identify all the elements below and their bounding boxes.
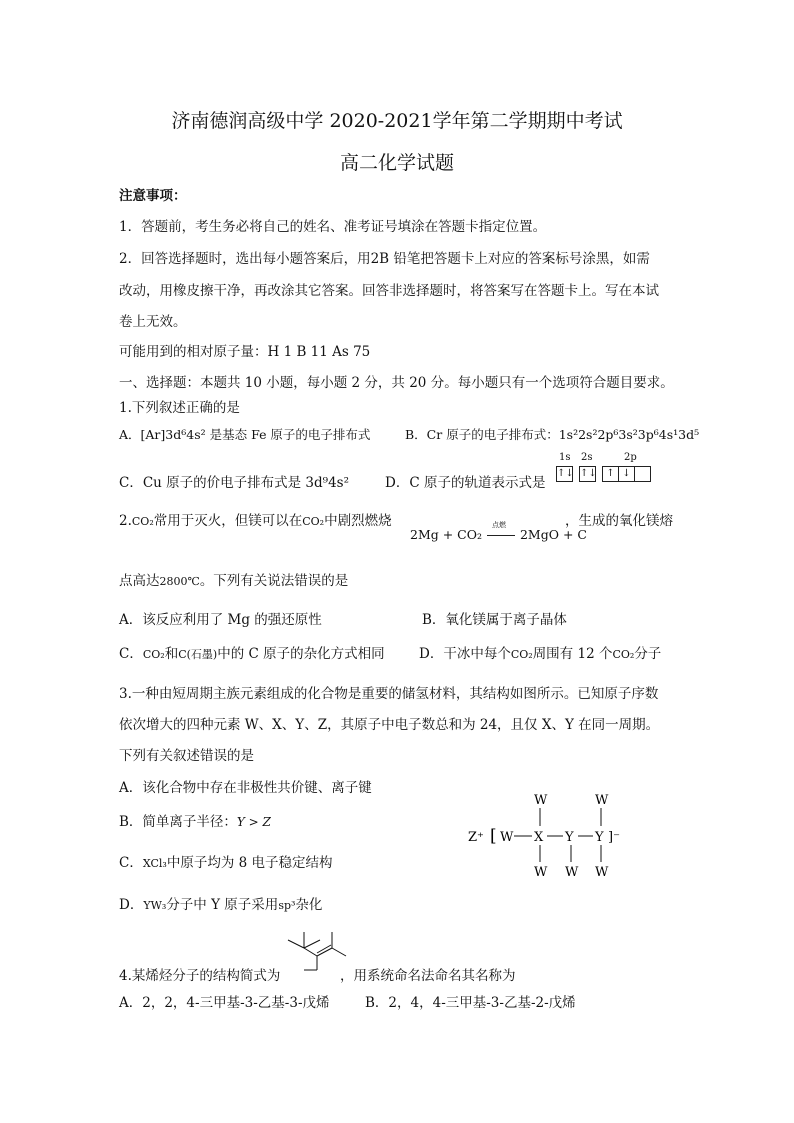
q2-stem-line1 [119,512,392,531]
orbital-box-2p-3 [634,466,651,482]
q1-option-d: D．C 原子的轨道表示式是 [385,475,546,491]
atomic-mass-line: 可能用到的相对原子量：H 1 B 11 As 75 [119,344,371,360]
orbital-box-2p-1: ↑ [602,466,619,482]
struct-w-top-x: W [534,793,548,808]
q2-c-co2: CO₂ [142,648,165,661]
q2-eq-condition: 点燃 [491,521,506,529]
struct-y2: Y [595,830,604,845]
q2-eq-left: 2Mg + CO₂ [410,527,482,542]
notice-heading: 注意事项： [119,188,187,204]
q2-stem-c: 中剧烈燃烧 [324,513,392,529]
orbital-label-1s: 1s [559,452,571,463]
q4-option-b: B．2，4，4-三甲基-3-乙基-2-戊烯 [365,995,576,1011]
q2-stem-line2 [119,572,348,591]
q2-d-a: D．干冰中每个 [419,646,511,662]
notice-item-1: 1．答题前，考生务必将自己的姓名、准考证号填涂在答题卡指定位置。 [119,219,547,235]
orbital-diagram [556,452,656,484]
q3-stem-line1: 3.一种由短周期主族元素组成的化合物是重要的储氢材料，其结构如图所示。已知原子序数 [119,686,659,702]
struct-w-bottom-y2: W [595,865,609,880]
q1-option-c: C．Cu 原子的价电子排布式是 3d⁹4s² [119,475,350,491]
q4-stem-b: ，用系统命名法命名其名称为 [340,968,516,984]
q3-d-sp3: sp³ [278,899,296,912]
orbital-box-1s: ↑↓ [556,466,573,482]
notice-item-2-line1: 2．回答选择题时，选出每小题答案后，用2B 铅笔把答题卡上对应的答案标号涂黑，如需 [119,251,650,267]
q3-d-tail: 杂化 [295,897,323,913]
q2-stem-d: ，生成的氧化镁熔 [565,513,673,529]
struct-y1: Y [565,830,574,845]
struct-w-left: W [500,830,514,845]
q2-d-co2-2: CO₂ [612,648,635,661]
orbital-label-2s: 2s [581,452,593,463]
struct-w-bottom-x: W [534,865,548,880]
q2-stem-e2: 。下列有关说法错误的是 [199,573,349,589]
q1-stem: 1.下列叙述正确的是 [119,400,240,416]
struct-z-cation: Z⁺ [468,830,484,845]
q2-c-rest: 中的 C 原子的杂化方式相同 [217,646,385,662]
q2-c-label: C． [119,646,143,662]
q3-option-d [119,896,322,915]
q4-stem-a: 4.某烯烃分子的结构简式为 [119,968,281,984]
orbital-box-2p-2: ↓ [618,466,635,482]
struct-left-bracket: [ [490,826,497,846]
q2-stem-b: 常用于灭火，但镁可以在 [153,513,303,529]
exam-subtitle: 高二化学试题 [339,152,454,174]
q2-c-and: 和 [164,646,179,662]
q3-c-rest: 中原子均为 8 电子稳定结构 [166,855,333,871]
q2-co2-2: CO₂ [302,515,325,528]
q2-equation [410,521,587,544]
notice-item-2-line3: 卷上无效。 [119,314,187,330]
q2-option-b: B．氧化镁属于离子晶体 [422,612,567,628]
q4-option-a: A．2，2，4-三甲基-3-乙基-3-戊烯 [119,995,330,1011]
struct-x: X [534,830,544,845]
exam-title: 济南德润高级中学 2020-2021学年第二学期期中考试 [171,110,623,132]
notice-item-2-line2: 改动，用橡皮擦干净，再改涂其它答案。回答非选择题时，将答案写在答题卡上。写在本试 [119,283,659,299]
q2-option-d [419,645,661,664]
struct-w-top-y2: W [595,793,609,808]
q3-option-b [119,813,271,831]
q2-option-c [119,645,385,664]
q3-b-label: B．简单离子半径： [119,814,237,830]
q2-option-a: A．该反应利用了 Mg 的强还原性 [119,612,322,628]
q3-c-formula: XCl₃ [142,857,167,870]
q3-d-rest: 分子中 Y 原子采用 [166,897,279,913]
struct-right-bracket: ]⁻ [608,830,620,845]
q2-d-co2-1: CO₂ [510,648,533,661]
q2-d-b: 周围有 12 个 [532,646,613,662]
q3-option-c [119,854,333,873]
q3-c-label: C． [119,855,143,871]
struct-w-bottom-y1: W [565,865,579,880]
q3-d-formula: YW₃ [143,899,167,912]
orbital-box-2s: ↑↓ [579,466,596,482]
q3-d-label: D． [119,897,144,913]
q2-d-c: 分子 [634,646,662,662]
q1-option-a: A．[Ar]3d⁶4s² 是基态 Fe 原子的电子排布式 [119,427,371,442]
q1-option-b: B．Cr 原子的电子排布式：1s²2s²2p⁶3s²3p⁶4s¹3d⁵ [405,427,700,442]
q3-option-a: A．该化合物中存在非极性共价键、离子键 [119,780,372,796]
q2-c-graphite: C(石墨) [178,648,218,661]
q2-eq-right: 2MgO + C [519,527,587,542]
q3-b-formula: Y > Z [236,815,271,829]
section-heading: 一、选择题：本题共 10 小题，每小题 2 分，共 20 分。每小题只有一个选项符合题目要求。 [119,375,674,391]
orbital-label-2p: 2p [624,452,637,463]
q3-structure-diagram [466,790,636,882]
q2-number: 2. [119,513,132,529]
q2-eq-arrow [486,521,516,544]
q2-stem-e1: 点高达 [119,573,160,589]
q3-stem-line3: 下列有关叙述错误的是 [119,748,254,764]
q3-stem-line2: 依次增大的四种元素 W、X、Y、Z，其原子中电子数总和为 24，且仅 X、Y 在同一周期。 [119,717,660,733]
q2-co2-1: CO₂ [131,515,154,528]
q2-temperature: 2800℃ [159,575,200,588]
